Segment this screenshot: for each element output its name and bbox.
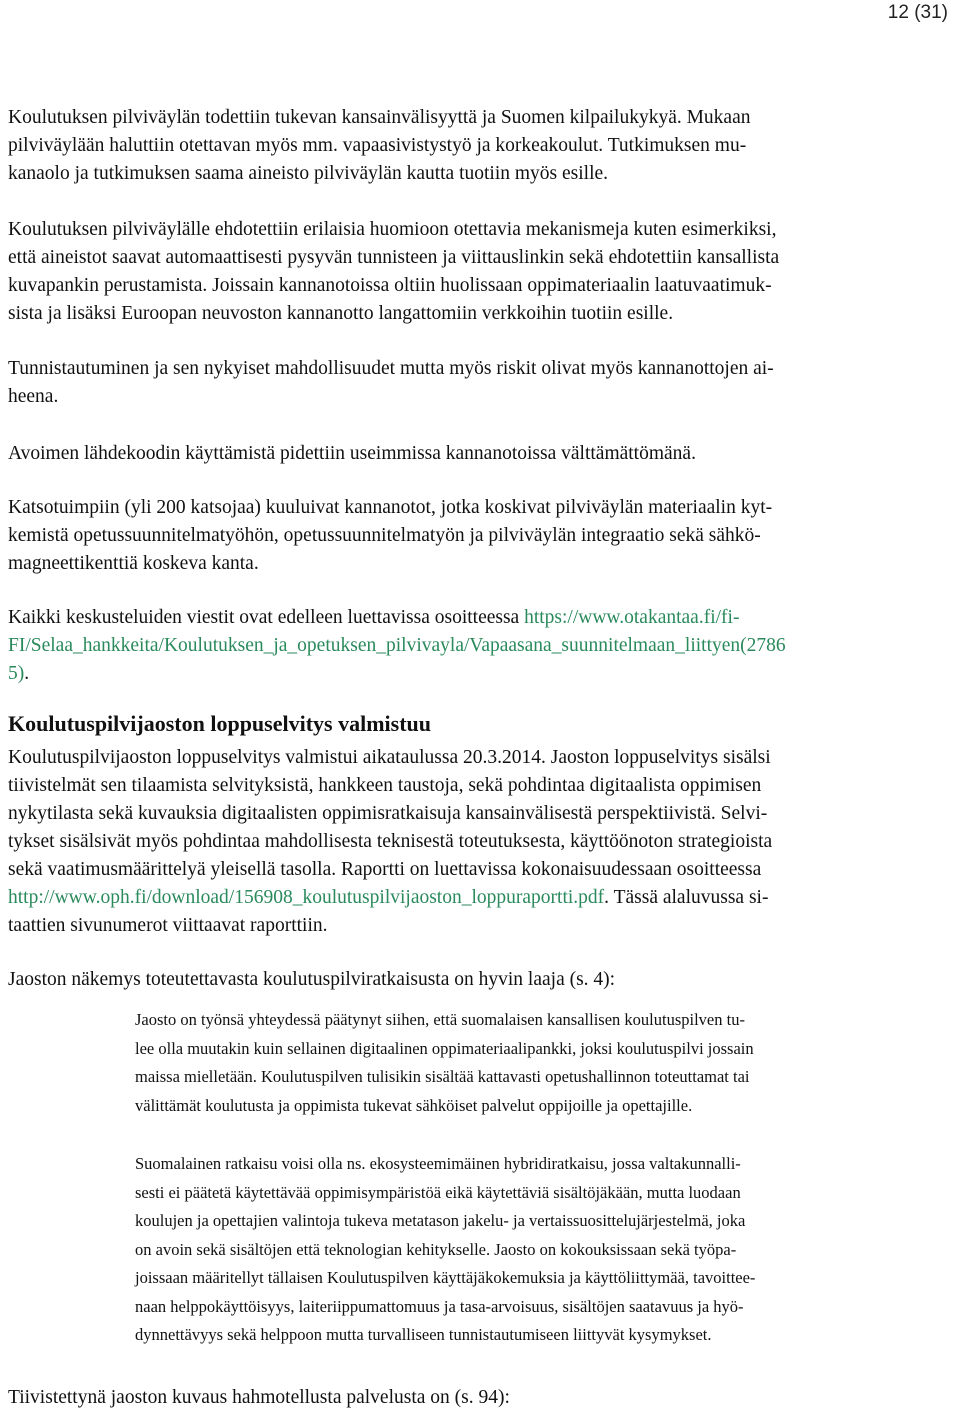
block-quote-2 <box>135 1150 953 1350</box>
quote-line: lee olla muutakin kuin sellainen digitaalinen oppimateriaalipankki, joksi koulutuspilvi jossain <box>135 1038 754 1058</box>
text-line: että aineistot saavat automaattisesti pysyvän tunnisteen ja viittauslinkin sekä ehdotettiin kansallista <box>8 247 780 268</box>
otakantaa-link[interactable]: https://www.otakantaa.fi/fi- <box>524 607 740 628</box>
text-fragment: Kaikki keskusteluiden viestit ovat edelleen luettavissa osoitteessa <box>8 607 525 628</box>
quote-line: naan helppokäyttöisyys, laiteriippumattomuus ja tasa-arvoisuus, sisältöjen saatavuus ja hyö- <box>135 1296 744 1316</box>
text-line: Koulutuksen pilviväylän todettiin tukevan kansainvälisyyttä ja Suomen kilpailukykyä. Mukaan <box>8 107 751 128</box>
text-line: tiivistelmät sen tilaamista selvityksistä, hankkeen taustoja, sekä pohdintaa digitaalista oppimisen <box>8 775 762 796</box>
text-line: sekä vaatimusmäärittelyä yleisellä tasolla. Raportti on luettavissa kokonaisuudessaan osoitteessa <box>8 859 762 880</box>
paragraph-view <box>8 966 952 994</box>
otakantaa-link-continued[interactable]: FI/Selaa_hankkeita/Koulutuksen_ja_opetuksen_pilvivayla/Vapaasana_suunnitelmaan_liittyen(2786 <box>8 635 786 656</box>
quote-line: joissaan määritellyt tällaisen Koulutuspilven käyttäjäkokemuksia ja käyttöliittymää, tavoittee- <box>135 1268 756 1287</box>
paragraph-intro <box>8 104 952 188</box>
text-line: Tunnistautuminen ja sen nykyiset mahdollisuudet mutta myös riskit olivat myös kannanottojen ai- <box>8 358 774 379</box>
paragraph-summary <box>8 1384 952 1412</box>
text-line: nykytilasta sekä kuvauksia digitaalisten oppimisratkaisuja kansainvälisestä perspektiivistä. Selvi- <box>8 803 768 824</box>
section-heading: Koulutuspilvijaoston loppuselvitys valmistuu <box>8 711 432 736</box>
quote-line: Suomalainen ratkaisu voisi olla ns. ekosysteemimäinen hybridiratkaisu, jossa valtakunnalli- <box>135 1154 741 1173</box>
text-line <box>8 884 952 912</box>
text-line: kanaolo ja tutkimuksen saama aineisto pilviväylän kautta tuotiin myös esille. <box>8 163 609 184</box>
text-fragment: . Tässä alaluvussa si- <box>604 887 769 908</box>
page-number: 12 (31) <box>887 2 948 23</box>
paragraph-open-source <box>8 440 952 468</box>
quote-line: maissa mielletään. Koulutuspilven tulisikin sisältää kattavasti opetushallinnon toteuttamat tai <box>135 1067 750 1086</box>
text-line: Tiivistettynä jaoston kuvaus hahmotellusta palvelusta on (s. 94): <box>8 1387 510 1408</box>
report-link[interactable]: http://www.oph.fi/download/156908_koulutuspilvijaoston_loppuraportti.pdf <box>8 887 605 908</box>
text-line: Koulutuksen pilviväylälle ehdotettiin erilaisia huomioon otettavia mekanismeja kuten esimerkiksi, <box>8 219 777 240</box>
quote-line: koulujen ja opettajien valintoja tukeva metatason jakelu- ja vertaissuosittelujärjestelmä, joka <box>135 1211 746 1230</box>
quote-line: sesti ei päätetä käytettävää oppimisympäristöä eikä käytettäviä sisältöjäkään, mutta luodaan <box>135 1182 741 1202</box>
text-line: Katsotuimpiin (yli 200 katsojaa) kuuluivat kannanotot, jotka koskivat pilviväylän materiaalin kyt- <box>8 497 773 518</box>
text-line <box>8 632 952 660</box>
quote-line: on avoin sekä sisältöjen että teknologian kehitykselle. Jaosto on kokouksissaan sekä työpa- <box>135 1239 737 1259</box>
paragraph-most-viewed <box>8 494 952 578</box>
text-line: pilviväylään haluttiin otettavan myös mm. vapaasivistystyö ja korkeakoulut. Tutkimuksen mu- <box>8 135 747 156</box>
text-line: kuvapankin perustamista. Joissain kannanotoissa oltiin huolissaan oppimateriaalin laatuvaatimuk- <box>8 275 772 296</box>
text-line: sista ja lisäksi Euroopan neuvoston kannanotto langattomiin verkkoihin tuotiin esille. <box>8 303 674 324</box>
text-line: Jaoston näkemys toteutettavasta koulutuspilviratkaisusta on hyvin laaja (s. 4): <box>8 969 616 990</box>
quote-line: välittämät koulutusta ja oppimista tukevat sähköiset palvelut oppijoille ja opettajille. <box>135 1095 693 1115</box>
text-line: Avoimen lähdekoodin käyttämistä pidettiin useimmissa kannanotoissa välttämättömänä. <box>8 443 696 464</box>
text-fragment: . <box>24 663 30 684</box>
paragraph-identification <box>8 355 952 411</box>
text-line <box>8 604 952 632</box>
text-line: heena. <box>8 386 59 407</box>
text-line: magneettikenttiä koskeva kanta. <box>8 553 259 574</box>
quote-line: Jaosto on työnsä yhteydessä päätynyt siihen, että suomalaisen kansallisen koulutuspilven tu- <box>135 1010 745 1029</box>
text-line: tykset sisälsivät myös pohdintaa mahdollisesta teknisestä toteutuksesta, käyttöönoton strategioista <box>8 831 773 852</box>
paragraph-messages-link <box>8 604 952 688</box>
text-line: taattien sivunumerot viittaavat raporttiin. <box>8 915 328 936</box>
text-line <box>8 660 952 688</box>
paragraph-final-report <box>8 744 952 940</box>
quote-line: dynnettävyys sekä helppoon mutta turvalliseen tunnistautumiseen liittyvät kysymykset. <box>135 1325 712 1344</box>
text-line: kemistä opetussuunnitelmatyöhön, opetussuunnitelmatyön ja pilviväylän integraatio sekä sähkö- <box>8 525 761 546</box>
otakantaa-link-end[interactable]: 5) <box>8 663 25 684</box>
text-line: Koulutuspilvijaoston loppuselvitys valmistui aikataulussa 20.3.2014. Jaoston loppuselvitys sisälsi <box>8 747 771 768</box>
paragraph-mechanisms <box>8 216 952 328</box>
block-quote-1 <box>135 1006 953 1120</box>
